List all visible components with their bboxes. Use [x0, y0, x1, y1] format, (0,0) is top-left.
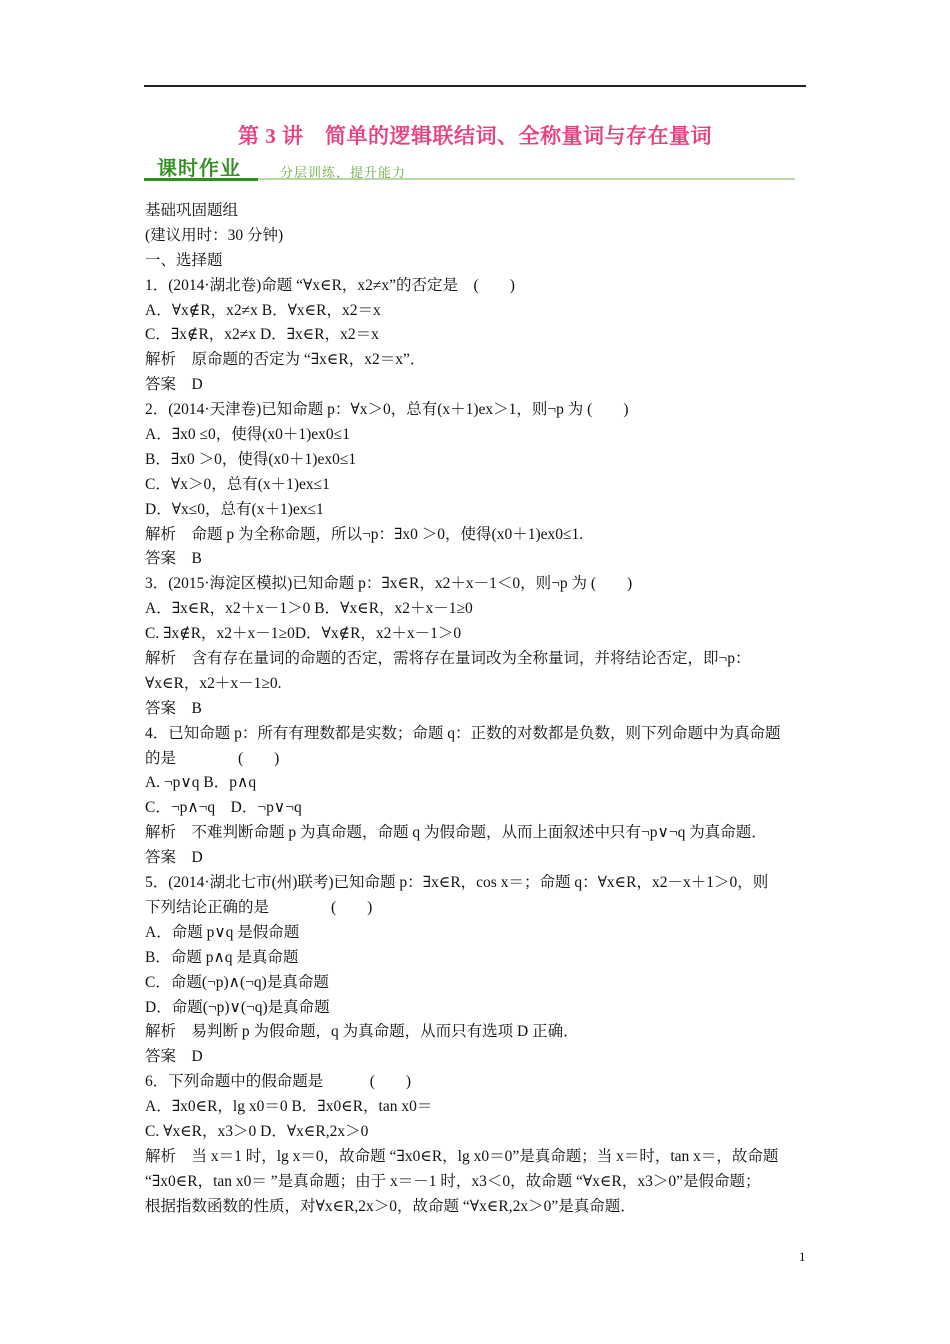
- text-line: 解析 含有存在量词的命题的否定，需将存在量词改为全称量词，并将结论否定，即¬p：: [145, 650, 751, 668]
- text-line: A．∃x0 ≤0，使得(x0＋1)ex0≤1: [145, 426, 350, 444]
- text-line: B．命题 p∧q 是真命题: [145, 948, 299, 966]
- text-line: 解析 原命题的否定为 “∃x∈R，x2＝x”．: [145, 351, 426, 369]
- text-line: 1．(2014·湖北卷)命题 “∀x∈R，x2≠x”的否定是 ( ): [145, 276, 515, 294]
- text-line: 3．(2015·海淀区模拟)已知命题 p：∃x∈R，x2＋x－1＜0，则¬p 为 ( ): [145, 575, 633, 593]
- text-line: C．¬p∧¬q D．¬p∨¬q: [145, 799, 302, 817]
- text-line: 答案 D: [145, 376, 203, 394]
- text-line: A. ¬p∨q B．p∧q: [145, 774, 257, 792]
- text-line: 4．已知命题 p：所有有理数都是实数；命题 q：正数的对数都是负数，则下列命题中为真命题: [145, 724, 781, 742]
- text-line: 解析 易判断 p 为假命题，q 为真命题，从而只有选项 D 正确．: [145, 1023, 579, 1041]
- text-line: ∀x∈R，x2＋x－1≥0.: [145, 674, 282, 692]
- text-line: 根据指数函数的性质，对∀x∈R,2x＞0，故命题 “∀x∈R,2x＞0”是真命题．: [145, 1197, 636, 1215]
- text-line: 的是 ( ): [145, 749, 280, 767]
- text-line: 答案 D: [145, 1048, 203, 1066]
- text-line: A．∃x0∈R，lg x0＝0 B．∃x0∈R，tan x0＝: [145, 1098, 433, 1116]
- top-rule: [144, 85, 806, 87]
- text-line: 解析 不难判断命题 p 为真命题，命题 q 为假命题，从而上面叙述中只有¬p∨¬q 为真命题．: [145, 824, 767, 842]
- text-line: 基础巩固题组: [145, 202, 239, 219]
- text-line: A．∃x∈R，x2＋x－1＞0 B．∀x∈R，x2＋x－1≥0: [145, 600, 473, 618]
- text-line: 解析 当 x＝1 时，lg x＝0，故命题 “∃x0∈R，lg x0＝0”是真命题；当 x＝时，tan x＝，故命题: [145, 1147, 779, 1165]
- text-line: D．∀x≤0，总有(x＋1)ex≤1: [145, 500, 324, 518]
- text-line: B．∃x0 ＞0，使得(x0＋1)ex0≤1: [145, 450, 357, 468]
- text-line: C．∀x＞0，总有(x＋1)ex≤1: [145, 475, 330, 493]
- text-line: C. ∀x∈R，x3＞0 D．∀x∈R,2x＞0: [145, 1122, 369, 1140]
- text-line: 答案 B: [145, 550, 202, 568]
- section-subtitle: 分层训练，提升能力: [280, 166, 407, 181]
- text-line: 一、选择题: [145, 251, 223, 269]
- text-line: A．∀x∉R，x2≠x B．∀x∈R，x2＝x: [145, 301, 381, 319]
- text-line: 答案 D: [145, 849, 203, 867]
- text-line: C. ∃x∉R，x2＋x－1≥0D．∀x∉R，x2＋x－1＞0: [145, 625, 462, 643]
- text-line: 解析 命题 p 为全称命题，所以¬p：∃x0 ＞0，使得(x0＋1)ex0≤1.: [145, 525, 584, 543]
- text-line: (建议用时：30 分钟): [145, 226, 284, 244]
- text-line: D．命题(¬p)∨(¬q)是真命题: [145, 998, 330, 1016]
- text-line: 下列结论正确的是 ( ): [145, 898, 373, 916]
- text-line: 2．(2014·天津卷)已知命题 p：∀x＞0，总有(x＋1)ex＞1，则¬p 为 ( ): [145, 401, 629, 419]
- text-line: C．∃x∉R，x2≠x D．∃x∈R，x2＝x: [145, 326, 379, 344]
- section-rule-accent: [144, 178, 258, 181]
- text-line: A．命题 p∨q 是假命题: [145, 923, 300, 941]
- text-line: “∃x0∈R，tan x0＝ ”是真命题；由于 x＝－1 时，x3＜0，故命题 “∀x∈R，x3＞0”是假命题；: [145, 1172, 761, 1190]
- document-body: [145, 199, 810, 1220]
- text-line: 6．下列命题中的假命题是 ( ): [145, 1073, 412, 1091]
- text-line: 5．(2014·湖北七市(州)联考)已知命题 p：∃x∈R，cos x＝；命题 q：∀x∈R，x2－x＋1＞0，则: [145, 874, 769, 892]
- text-line: 答案 B: [145, 699, 202, 717]
- page-number: 1: [799, 1249, 806, 1264]
- section-label: 课时作业: [157, 156, 241, 180]
- text-line: C．命题(¬p)∧(¬q)是真命题: [145, 973, 329, 991]
- page-title: 第 3 讲 简单的逻辑联结词、全称量词与存在量词: [238, 124, 712, 148]
